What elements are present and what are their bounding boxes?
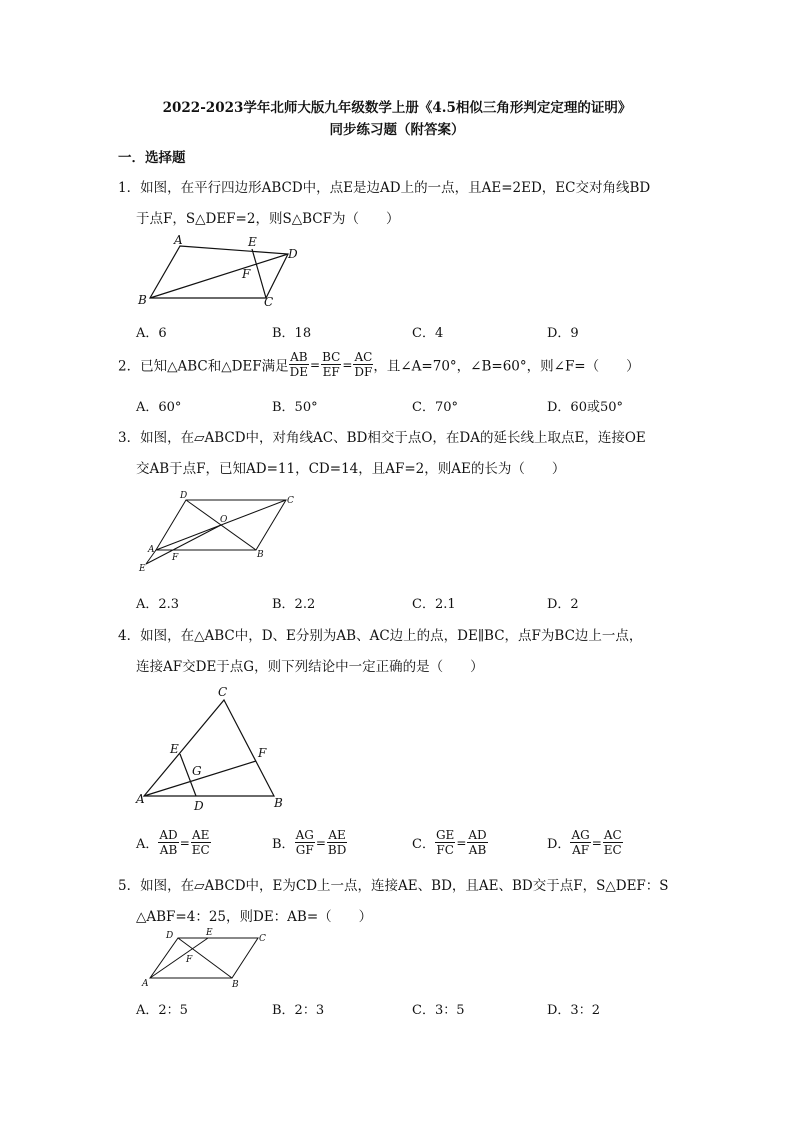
q1-label-b: B bbox=[138, 293, 147, 307]
q3-option-c: C．2.1 bbox=[412, 597, 456, 612]
q3-text-line2: 交AB于点F，已知AD=11，CD=14，且AF=2，则AE的长为（ ） bbox=[136, 461, 566, 477]
q3-label-f: F bbox=[172, 553, 179, 563]
q1-label-c: C bbox=[264, 295, 274, 309]
q1-option-a: A．6 bbox=[136, 326, 167, 341]
q2-option-d: D．60或50° bbox=[547, 400, 624, 415]
q4-label-f: F bbox=[258, 746, 267, 760]
q3-label-e: E bbox=[139, 564, 146, 574]
q1-label-e: E bbox=[248, 235, 257, 249]
q1-label-a: A bbox=[174, 233, 183, 247]
q3-text-line1: 3．如图，在▱ABCD中，对角线AC、BD相交于点O，在DA的延长线上取点E，连接OE bbox=[118, 430, 646, 446]
q3-option-d: D．2 bbox=[547, 597, 579, 612]
q4-option-a: A． $\frac{AD}{AB}$ = $\frac{AE}{EC}$ bbox=[136, 828, 210, 857]
q4-text-line1: 4．如图，在△ABC中，D、E分别为AB、AC边上的点，DE∥BC，点F为BC边上一点， bbox=[118, 628, 643, 644]
q1-label-f: F bbox=[242, 267, 251, 281]
q1-label-d: D bbox=[288, 247, 298, 261]
q5-label-e: E bbox=[206, 928, 213, 938]
q4-label-e: E bbox=[170, 742, 179, 756]
q5-label-b: B bbox=[232, 980, 239, 990]
q3-option-a: A．2.3 bbox=[136, 597, 180, 612]
q5-label-a: A bbox=[142, 979, 149, 989]
q1-option-c: C．4 bbox=[412, 326, 444, 341]
q4-option-d: D． $\frac{AG}{AF}$ = $\frac{AC}{EC}$ bbox=[547, 828, 622, 857]
q5-label-d: D bbox=[166, 931, 174, 941]
q2-option-c: C．70° bbox=[412, 400, 458, 415]
q3-label-c: C bbox=[287, 496, 294, 506]
q3-label-d: D bbox=[180, 491, 188, 501]
q2-option-b: B．50° bbox=[272, 400, 318, 415]
q5-text-line2: △ABF=4：25，则DE：AB=（ ） bbox=[136, 909, 373, 925]
q3-label-b: B bbox=[257, 550, 264, 560]
q2-text: 2．已知△ABC和△DEF满足 $\frac{AB}{DE}$ = $\frac{BC}{EF}$ = $\frac{AC}{DF}$ ，且∠A=70°，∠B=60°，则∠F=（ ） bbox=[118, 350, 640, 379]
q4-label-b: B bbox=[274, 796, 283, 810]
q5-text-line1: 5．如图，在▱ABCD中，E为CD上一点，连接AE、BD，且AE、BD交于点F，S△DEF：S bbox=[118, 878, 669, 894]
q4-label-g: G bbox=[192, 764, 202, 778]
q1-option-b: B．18 bbox=[272, 326, 312, 341]
q3-label-a: A bbox=[148, 545, 155, 555]
q5-option-b: B．2：3 bbox=[272, 1003, 325, 1018]
q4-figure-triangle bbox=[132, 684, 302, 816]
q2-text-pre: 2．已知△ABC和△DEF满足 bbox=[118, 358, 289, 375]
q4-label-c: C bbox=[218, 685, 228, 699]
q2-option-a: A．60° bbox=[136, 400, 182, 415]
q5-option-d: D．3：2 bbox=[547, 1003, 600, 1018]
q4-label-d: D bbox=[194, 799, 204, 813]
q4-label-a: A bbox=[136, 792, 145, 806]
q2-fraction-3: $\frac{AC}{DF}$ bbox=[354, 350, 373, 379]
q2-fraction-2: $\frac{BC}{EF}$ bbox=[322, 350, 341, 379]
q3-figure-parallelogram bbox=[134, 486, 304, 576]
doc-title-line2: 同步练习题（附答案） bbox=[329, 122, 465, 138]
q4-option-c: C． $\frac{GE}{FC}$ = $\frac{AD}{AB}$ bbox=[412, 828, 487, 857]
section-heading: 一．选择题 bbox=[118, 150, 186, 166]
q3-option-b: B．2.2 bbox=[272, 597, 316, 612]
q2-fraction-1: $\frac{AB}{DE}$ bbox=[289, 350, 309, 379]
q2-text-post: ，且∠A=70°，∠B=60°，则∠F=（ ） bbox=[373, 358, 640, 375]
q5-option-c: C．3：5 bbox=[412, 1003, 465, 1018]
q5-label-f: F bbox=[186, 955, 193, 965]
q1-option-d: D．9 bbox=[547, 326, 579, 341]
q3-label-o: O bbox=[220, 515, 228, 525]
doc-title-line1: 2022-2023学年北师大版九年级数学上册《4.5相似三角形判定定理的证明》 bbox=[162, 100, 632, 116]
q4-text-line2: 连接AF交DE于点G，则下列结论中一定正确的是（ ） bbox=[136, 659, 484, 675]
q5-figure-parallelogram bbox=[140, 926, 280, 992]
q4-option-b: B． $\frac{AG}{GF}$ = $\frac{AE}{BD}$ bbox=[272, 828, 347, 857]
q1-figure-parallelogram bbox=[130, 232, 310, 312]
q1-text-line1: 1．如图，在平行四边形ABCD中，点E是边AD上的一点，且AE=2ED，EC交对角线BD bbox=[118, 180, 651, 196]
q5-option-a: A．2：5 bbox=[136, 1003, 188, 1018]
q1-text-line2: 于点F，S△DEF=2，则S△BCF为（ ） bbox=[136, 211, 400, 227]
q5-label-c: C bbox=[259, 934, 266, 944]
